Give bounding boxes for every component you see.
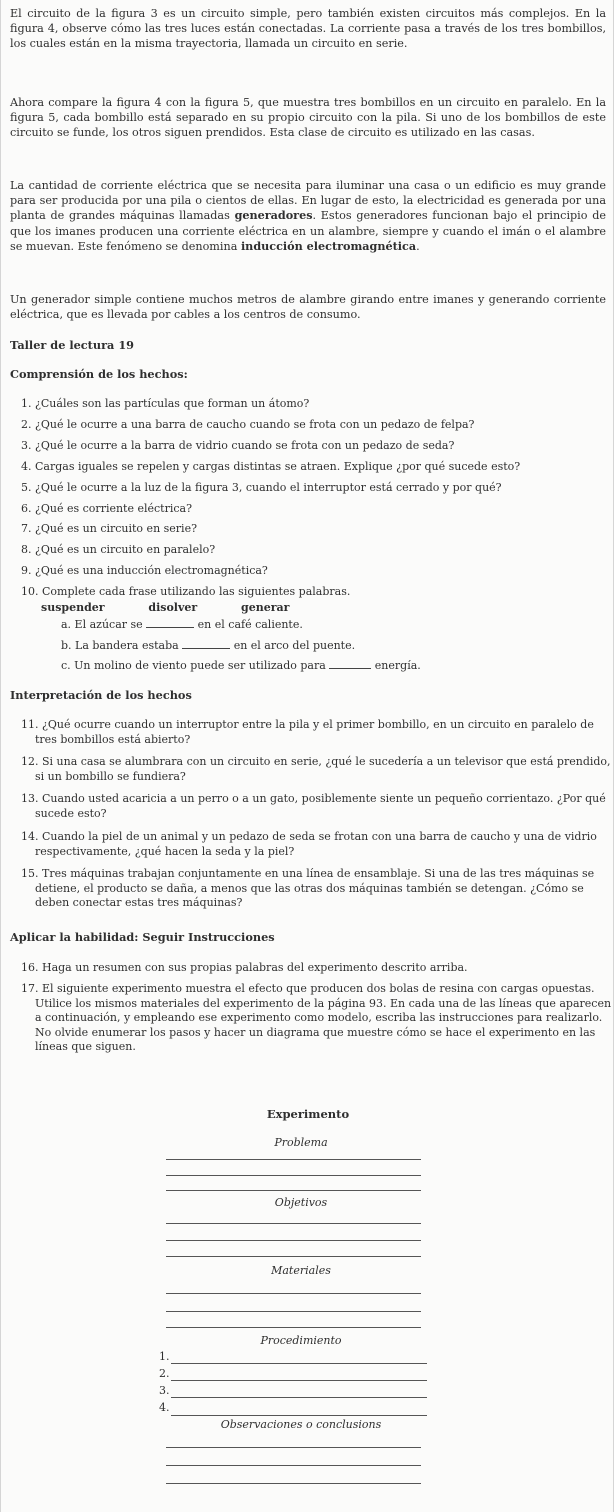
heading-interpretacion: Interpretación de los hechos (10, 688, 192, 702)
question-item: 17. El siguiente experimento muestra el efecto que producen dos bolas de resina con cargas opuestas. Utilice los mismos materiales del experimento de la página 93. En cada una de las líneas que aparecen a continuación, y empleando ese experimento como modelo, escriba las instrucciones para realizarlo. No olvide enumerar los pasos y hacer un diagrama que muestre cómo se hace el experimento en las líneas que siguen. (21, 982, 612, 1053)
label-observaciones: Observaciones o conclusions (220, 1418, 382, 1431)
answer-line[interactable] (166, 1447, 421, 1448)
question-item: 1. ¿Cuáles son las partículas que forman un átomo? (21, 397, 310, 410)
answer-line[interactable] (166, 1190, 421, 1191)
fill-blank[interactable] (329, 658, 371, 669)
question-item: 11. ¿Qué ocurre cuando un interruptor entre la pila y el primer bombillo, en un circuito en paralelo de tres bombillos está abierto? (21, 718, 594, 746)
experiment-title: Experimento (266, 1107, 350, 1121)
paragraph-generators (10, 178, 606, 254)
procedure-step-number: 2. (159, 1367, 170, 1380)
paragraph-parallel-circuit: Ahora compare la figura 4 con la figura 5, que muestra tres bombillos en un circuito en paralelo. En la figura 5, cada bombillo está separado en su propio circuito con la pila. Si uno de los bombillos de este circuito se funde, los otros siguen prendidos. Esta clase de circuito es utilizado en las casas. (10, 96, 606, 140)
procedure-step-line[interactable] (171, 1397, 427, 1398)
question-item: 15. Tres máquinas trabajan conjuntamente en una línea de ensamblaje. Si una de las tres máquinas se detiene, el producto se daña, a menos que las otras dos máquinas también se detengan. ¿Cómo se deben conectar estas tres máquinas? (21, 867, 595, 909)
label-objetivos: Objetivos (274, 1196, 328, 1209)
answer-line[interactable] (166, 1465, 421, 1466)
word-bank (41, 601, 329, 615)
heading-taller: Taller de lectura 19 (10, 338, 135, 352)
answer-line[interactable] (166, 1256, 421, 1257)
procedure-step-line[interactable] (171, 1363, 427, 1364)
question-item: 14. Cuando la piel de un animal y un pedazo de seda se frotan con una barra de caucho y una de vidrio respectivamente, ¿qué hacen la seda y la piel? (21, 830, 597, 858)
procedure-step-line[interactable] (171, 1415, 427, 1416)
question-item: 8. ¿Qué es un circuito en paralelo? (21, 543, 216, 556)
procedure-step-number: 3. (159, 1384, 170, 1397)
question-item: 4. Cargas iguales se repelen y cargas distintas se atraen. Explique ¿por qué sucede esto? (21, 460, 521, 473)
answer-line[interactable] (166, 1175, 421, 1176)
answer-line[interactable] (166, 1327, 421, 1328)
word-suspender: suspender (41, 601, 105, 614)
heading-comprension: Comprensión de los hechos: (10, 367, 188, 381)
word-disolver: disolver (148, 601, 198, 614)
answer-line[interactable] (166, 1311, 421, 1312)
answer-line[interactable] (166, 1159, 421, 1160)
procedure-step-number: 1. (159, 1350, 170, 1363)
question-item: 13. Cuando usted acaricia a un perro o a un gato, posiblemente siente un pequeño corrientazo. ¿Por qué sucede esto? (21, 792, 606, 820)
answer-line[interactable] (166, 1240, 421, 1241)
question-item: 6. ¿Qué es corriente eléctrica? (21, 502, 192, 515)
term-induccion: inducción electromagnética (240, 238, 417, 253)
fill-sentence-a: a. El azúcar se en el café caliente. (61, 618, 303, 631)
answer-line[interactable] (166, 1293, 421, 1294)
word-generar: generar (241, 601, 290, 614)
question-item: 9. ¿Qué es una inducción electromagnética? (21, 564, 268, 577)
answer-line[interactable] (166, 1223, 421, 1224)
question-item: 3. ¿Qué le ocurre a la barra de vidrio cuando se frota con un pedazo de seda? (21, 439, 455, 452)
term-generadores: generadores (234, 208, 313, 223)
question-item: 10. Complete cada frase utilizando las siguientes palabras. (21, 585, 351, 598)
fill-sentence-c: c. Un molino de viento puede ser utilizado para energía. (61, 659, 421, 672)
paragraph-generators-text-1: La cantidad de corriente eléctrica que se necesita para iluminar una casa o un edificio es muy grande para ser producida por una pila o cientos de ellas. En lugar de esto, la electricidad es generada por una planta de grandes máquinas llamadas (10, 179, 606, 223)
procedure-step-number: 4. (159, 1401, 170, 1414)
question-item: 5. ¿Qué le ocurre a la luz de la figura 3, cuando el interruptor está cerrado y por qué? (21, 481, 502, 494)
procedure-step-line[interactable] (171, 1380, 427, 1381)
answer-line[interactable] (166, 1483, 421, 1484)
question-item: 16. Haga un resumen con sus propias palabras del experimento descrito arriba. (21, 961, 468, 974)
label-problema: Problema (274, 1136, 328, 1149)
paragraph-series-circuit: El circuito de la figura 3 es un circuito simple, pero también existen circuitos más complejos. En la figura 4, observe cómo las tres luces están conectadas. La corriente pasa a través de los tres bombillos, los cuales están en la misma trayectoria, llamada un circuito en serie. (10, 7, 606, 51)
question-item: 12. Si una casa se alumbrara con un circuito en serie, ¿qué le sucedería a un televisor que está prendido, si un bombillo se fundiera? (21, 755, 611, 783)
paragraph-generators-text-3: . (416, 239, 420, 253)
label-procedimiento: Procedimiento (260, 1334, 342, 1347)
fill-blank[interactable] (146, 617, 194, 628)
question-item: 2. ¿Qué le ocurre a una barra de caucho cuando se frota con un pedazo de felpa? (21, 418, 475, 431)
label-materiales: Materiales (271, 1264, 331, 1277)
paragraph-generators-text-2: . Estos generadores funcionan bajo el principio de que los imanes producen una corriente eléctrica en un alambre, siempre y cuando el imán o el alambre se muevan. Este fenómeno se denomina (10, 209, 606, 253)
fill-sentence-b: b. La bandera estaba en el arco del puente. (61, 639, 356, 652)
heading-aplicar: Aplicar la habilidad: Seguir Instrucciones (10, 930, 275, 944)
question-item: 7. ¿Qué es un circuito en serie? (21, 522, 197, 535)
fill-blank[interactable] (182, 638, 230, 649)
paragraph-simple-generator: Un generador simple contiene muchos metros de alambre girando entre imanes y generando corriente eléctrica, que es llevada por cables a los centros de consumo. (10, 293, 606, 322)
